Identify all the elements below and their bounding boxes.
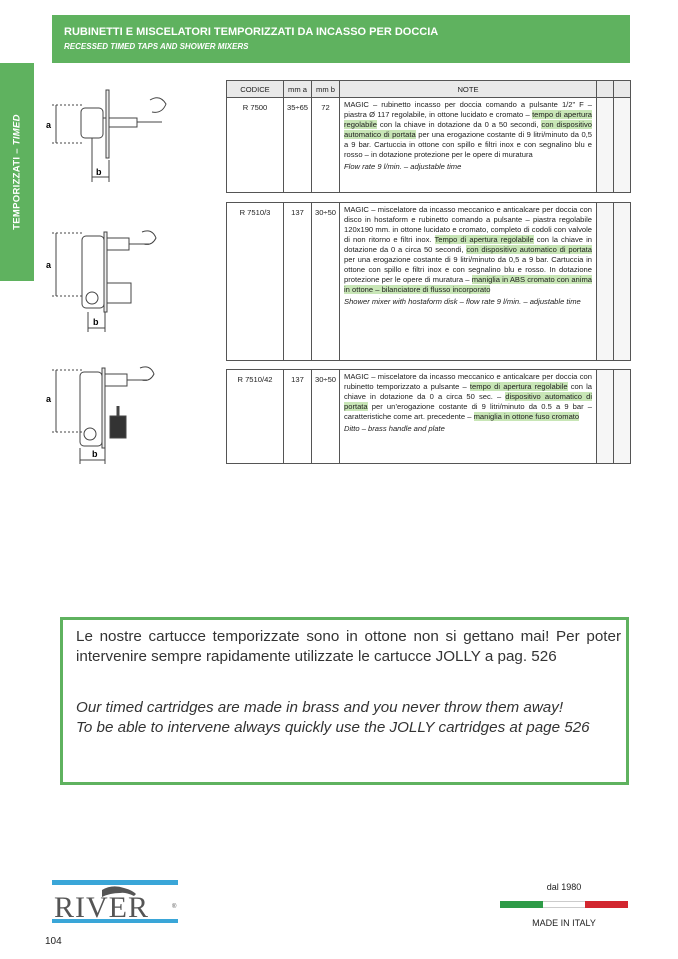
- side-tab-label-italic: TIMED: [11, 114, 23, 146]
- table-header-row: [227, 81, 631, 98]
- note-text: per un’erogazione costante di 9 litri/minuto da 0.5 a 9 bar – caratteristiche come art. precedente –: [344, 402, 592, 421]
- product-drawing-r7510-3: [44, 228, 194, 340]
- blank-cell: [614, 203, 631, 361]
- dimension-a-label: a: [46, 394, 52, 404]
- note-text: MAGIC – rubinetto incasso per doccia comando a pulsante 1/2” F – piastra Ø 117 regolabile, in ottone lucidato e cromato –: [344, 100, 592, 119]
- river-logo-text: RIVER: [54, 891, 149, 924]
- dimension-b-label: b: [93, 317, 99, 327]
- since-year: dal 1980: [546, 882, 582, 892]
- note-text: per una erogazione costante di 9 litri/minuto da 0,5 a 9 bar. Cartuccia in ottone con spillo e filtri inox e con segnalino blu e rosso. In dotazione protezione per le opere di muratura –: [344, 255, 592, 284]
- product-mm-a: 137: [284, 203, 312, 361]
- dimension-a-label: a: [46, 120, 52, 130]
- product-note: [340, 203, 597, 361]
- product-drawing-r7500: [44, 80, 194, 190]
- product-table-r7510-42: [226, 369, 631, 464]
- blank-cell: [597, 203, 614, 361]
- col-header-mm-b: mm b: [312, 81, 340, 98]
- promo-english-line-1: Our timed cartridges are made in brass and you never throw them away!: [76, 699, 564, 716]
- table-row: [227, 203, 631, 361]
- river-logo: [50, 878, 180, 926]
- col-header-note: NOTE: [340, 81, 597, 98]
- note-text: MAGIC – miscelatore da incasso meccanico e anticalcare per doccia con rubinetto temporizzato a pulsante –: [344, 372, 592, 391]
- side-tab-label: TEMPORIZZATI –: [11, 148, 23, 230]
- page-title: RUBINETTI E MISCELATORI TEMPORIZZATI DA INCASSO PER DOCCIA: [64, 26, 439, 38]
- col-header-blank: [597, 81, 614, 98]
- dimension-a-label: a: [46, 260, 52, 270]
- note-text: per una erogazione costante di 9 litri/minuto da 0,5 a 9 bar. Cartuccia in ottone con spillo e filtri inox e con segnalino blu e rosso – in dotazione protezione per le opere di muratura: [344, 130, 593, 159]
- col-header-blank: [614, 81, 631, 98]
- page-header: [52, 15, 630, 63]
- product-drawing-r7510-42: [44, 364, 194, 470]
- product-table-r7510-3: [226, 202, 631, 361]
- product-mm-b: 72: [312, 98, 340, 193]
- note-highlight: con dispositivo automatico di portata: [466, 245, 592, 254]
- product-mm-a: 35÷65: [284, 98, 312, 193]
- note-highlight: dispositivo automatico di portata: [344, 392, 593, 411]
- note-highlight: con dispositivo automatico di portata: [344, 120, 593, 139]
- product-mm-b: 30÷50: [312, 370, 340, 464]
- note-english: Shower mixer with hostaform disk – flow rate 9 l/min. – adjustable time: [344, 297, 581, 306]
- dimension-b-label: b: [96, 167, 102, 177]
- product-code: R 7510/3: [227, 203, 284, 361]
- col-header-code: CODICE: [227, 81, 284, 98]
- dimension-b-label: b: [92, 449, 98, 459]
- product-mm-a: 137: [284, 370, 312, 464]
- page-subtitle: RECESSED TIMED TAPS AND SHOWER MIXERS: [64, 42, 249, 51]
- italian-flag-icon: [500, 901, 628, 908]
- table-row: [227, 370, 631, 464]
- product-note: [340, 98, 597, 193]
- blank-cell: [614, 98, 631, 193]
- promo-text-italian: Le nostre cartucce temporizzate sono in ottone non si gettano mai! Per poter intervenire sempre rapidamente utilizzate le cartucce JOLLY a pag. 526: [76, 628, 621, 665]
- promo-box: [60, 617, 629, 785]
- note-highlight: tempo di apertura regolabile: [469, 382, 568, 391]
- blank-cell: [597, 370, 614, 464]
- note-english: Flow rate 9 l/min. – adjustable time: [344, 162, 462, 171]
- note-text: MAGIC – miscelatore da incasso meccanico e anticalcare per doccia con disco in hostaform e rubinetto comando a pulsante – piastra regolabile 120x190 mm. in ottone lucidato e cromato, completo di codoli con valvole di non ritorno e filtri inox.: [344, 205, 592, 244]
- product-table-r7500: [226, 80, 631, 193]
- note-highlight: tempo di apertura regolabile: [344, 110, 592, 129]
- note-text: con la chiave in dotazione da 0 a circa 50 sec. –: [344, 382, 593, 401]
- product-mm-b: 30÷50: [312, 203, 340, 361]
- promo-text-english: [76, 698, 621, 738]
- note-highlight: maniglia in ottone fuso cromato: [473, 412, 580, 421]
- product-note: [340, 370, 597, 464]
- table-row: [227, 98, 631, 193]
- made-in-italy-badge: [497, 882, 631, 932]
- registered-mark: ®: [172, 904, 177, 910]
- note-english: Ditto – brass handle and plate: [344, 424, 445, 433]
- made-in-italy-label: MADE IN ITALY: [532, 918, 596, 928]
- blank-cell: [614, 370, 631, 464]
- blank-cell: [597, 98, 614, 193]
- note-text: con la chiave in dotazione da 0 a circa 50 secondi,: [344, 235, 592, 254]
- side-section-tab: [0, 63, 34, 281]
- col-header-mm-a: mm a: [284, 81, 312, 98]
- product-code: R 7500: [227, 98, 284, 193]
- product-code: R 7510/42: [227, 370, 284, 464]
- note-highlight: maniglia in ABS cromato con anima in ottone – bilanciatore di flusso incorporato: [344, 275, 593, 294]
- note-text: con la chiave in dotazione da 0 a 50 secondi,: [376, 120, 542, 129]
- note-highlight: Tempo di apertura regolabile: [434, 235, 534, 244]
- page-number: 104: [45, 936, 62, 947]
- promo-english-line-2: To be able to intervene always quickly use the JOLLY cartridges at page 526: [76, 719, 590, 736]
